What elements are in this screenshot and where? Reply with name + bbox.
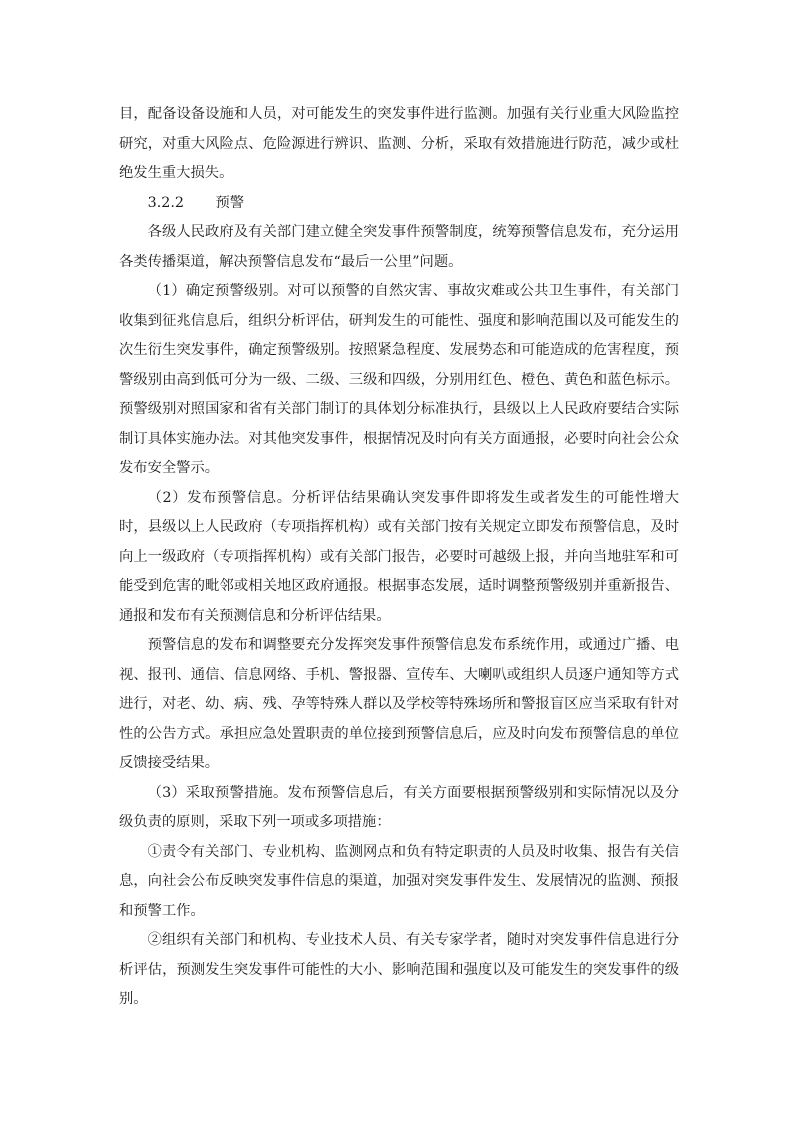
- paragraph-warning-system: 各级人民政府及有关部门建立健全突发事件预警制度，统筹预警信息发布，充分运用各类传播渠道，解决预警信息发布“最后一公里”问题。: [119, 224, 679, 270]
- document-page: [119, 100, 679, 1015]
- paragraph-warning-measures: （3）采取预警措施。发布预警信息后，有关方面要根据预警级别和实际情况以及分级负责的原则，采取下列一项或多项措施：: [119, 784, 679, 830]
- paragraph-monitoring: 目，配备设备设施和人员，对可能发生的突发事件进行监测。加强有关行业重大风险监控研究，对重大风险点、危险源进行辨识、监测、分析，采取有效措施进行防范，减少或杜绝发生重大损失。: [119, 106, 679, 181]
- paragraph-warning-level: （1）确定预警级别。对可以预警的自然灾害、事故灾难或公共卫生事件，有关部门收集到征兆信息后，组织分析评估，研判发生的可能性、强度和影响范围以及可能发生的次生衍生突发事件，确定预警级别。按照紧急程度、发展势态和可能造成的危害程度，预警级别由高到低可分为一级、二级、三级和四级，分别用红色、橙色、黄色和蓝色标示。预警级别对照国家和省有关部门制订的具体划分标准执行，县级以上人民政府要结合实际制订具体实施办法。对其他突发事件，根据情况及时向有关方面通报，必要时向社会公众发布安全警示。: [119, 283, 679, 476]
- paragraph-measure-1: ①责令有关部门、专业机构、监测网点和负有特定职责的人员及时收集、报告有关信息，向社会公布反映突发事件信息的渠道，加强对突发事件发生、发展情况的监测、预报和预警工作。: [119, 843, 679, 919]
- section-heading: [119, 189, 679, 219]
- section-title: 预警: [215, 194, 245, 211]
- section-number: 3.2.2: [147, 194, 184, 211]
- paragraph-measure-2: ②组织有关部门和机构、专业技术人员、有关专家学者，随时对突发事件信息进行分析评估，预测发生突发事件可能性的大小、影响范围和强度以及可能发生的突发事件的级别。: [119, 932, 679, 1007]
- paragraph-warning-release: （2）发布预警信息。分析评估结果确认突发事件即将发生或者发生的可能性增大时，县级以上人民政府（专项指挥机构）或有关部门按有关规定立即发布预警信息，及时向上一级政府（专项指挥机构）或有关部门报告，必要时可越级上报，并向当地驻军和可能受到危害的毗邻或相关地区政府通报。根据事态发展，适时调整预警级别并重新报告、通报和发布有关预测信息和分析评估结果。: [119, 489, 679, 624]
- paragraph-warning-channels: 预警信息的发布和调整要充分发挥突发事件预警信息发布系统作用，或通过广播、电视、报刊、通信、信息网络、手机、警报器、宣传车、大喇叭或组织人员逐户通知等方式进行，对老、幼、病、残、孕等特殊人群以及学校等特殊场所和警报盲区应当采取有针对性的公告方式。承担应急处置职责的单位接到预警信息后，应及时向发布预警信息的单位反馈接受结果。: [119, 637, 679, 771]
